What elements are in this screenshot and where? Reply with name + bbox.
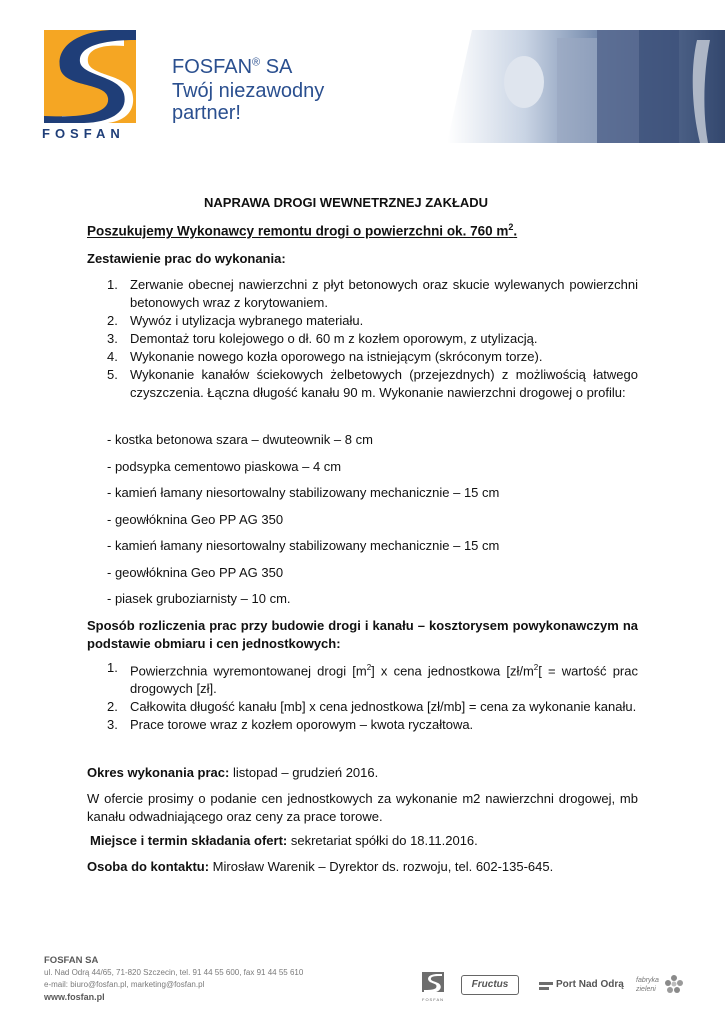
settlement-heading: Sposób rozliczenia prac przy budowie drogi i kanału – kosztorysem powykonawczym na podstawie obmiaru i cen jednostkowych: — [87, 618, 638, 651]
period-line: Okres wykonania prac: listopad – grudzień 2016. — [87, 765, 379, 780]
offer-paragraph: W ofercie prosimy o podanie cen jednostkowych za wykonanie m2 nawierzchni drogowej, mb kanału odwadniającego oraz ceny za prace torowe. — [87, 791, 638, 824]
material-item: - kamień łamany niesortowalny stabilizowany mechanicznie – 15 cm — [107, 538, 500, 553]
fructus-logo: Fructus — [461, 975, 519, 995]
list-item: 3. Demontaż toru kolejowego o dł. 60 m z kozłem oporowym, z utylizacją. — [107, 331, 538, 346]
tagline: Twój niezawodny partner! — [172, 80, 325, 124]
port-nad-odra-logo: Port Nad Odrą — [539, 978, 629, 994]
works-list — [107, 276, 638, 402]
fosfan-mini-icon — [422, 972, 444, 992]
footer-email: e-mail: biuro@fosfan.pl, marketing@fosfan.pl — [44, 980, 205, 989]
document-subtitle: Poszukujemy Wykonawcy remontu drogi o powierzchni ok. 760 $m^2$. — [87, 222, 518, 239]
material-item: - podsypka cementowo piaskowa – 4 cm — [107, 459, 342, 474]
footer-website: www.fosfan.pl — [44, 992, 105, 1002]
footer-address: ul. Nad Odrą 44/65, 71-820 Szczecin, tel. 91 44 55 600, fax 91 44 55 610 — [44, 968, 304, 977]
flower-icon — [664, 974, 684, 994]
list-item: 1. Powierzchnia wyremontowanej drogi $[m^2]$ x cena jednostkowa [$zł/m^2$[ = wartość prac drogowych [zł]. — [107, 660, 638, 697]
header-photo-image — [352, 30, 725, 143]
list-item: 4. Wykonanie nowego kozła oporowego na istniejącym (skróconym torze). — [107, 349, 543, 364]
material-item: - piasek gruboziarnisty – 10 cm. — [107, 591, 291, 606]
settlement-list — [107, 659, 638, 734]
contact-line: Osoba do kontaktu: Mirosław Warenik – Dyrektor ds. rozwoju, tel. 602-135-645. — [87, 859, 554, 874]
document-title: NAPRAWA DROGI WEWNETRZNEJ ZAKŁADU — [204, 195, 489, 210]
list-item: 2. Wywóz i utylizacja wybranego materiału. — [107, 313, 364, 328]
logo-wordmark: FOSFAN — [42, 126, 125, 141]
material-item: - kamień łamany niesortowalny stabilizowany mechanicznie – 15 cm — [107, 485, 500, 500]
material-item: - geowłóknina Geo PP AG 350 — [107, 512, 284, 527]
place-line: Miejsce i termin składania ofert: sekretariat spółki do 18.11.2016. — [90, 833, 478, 848]
list-item: 3. Prace torowe wraz z kozłem oporowym – kwota ryczałtowa. — [107, 717, 474, 733]
fabryka-zieleni-logo: fabryka zieleni — [636, 974, 686, 998]
works-heading: Zestawienie prac do wykonania: — [87, 251, 286, 266]
list-item: 2. Całkowita długość kanału [mb] x cena jednostkowa [zł/mb] = cena za wykonanie kanału. — [107, 699, 637, 715]
port-icon — [539, 980, 553, 992]
footer-company: FOSFAN SA — [44, 955, 99, 966]
fosfan-logo-icon — [44, 30, 136, 123]
material-item: - geowłóknina Geo PP AG 350 — [107, 565, 284, 580]
footer-fosfan-logo: FOSFAN — [422, 972, 444, 998]
material-item: - kostka betonowa szara – dwuteownik – 8 cm — [107, 432, 373, 447]
brand-name: FOSFAN® SA — [172, 56, 293, 78]
list-item: 5. Wykonanie kanałów ściekowych żelbetowych (przejezdnych) z możliwością łatwego czyszczenia. Łączna długość kanału 90 m. Wykonanie nawierzchni drogowej o profilu: — [107, 367, 638, 400]
list-item: 1. Zerwanie obecnej nawierzchni z płyt betonowych oraz skucie wylewanych powierzchni betonowych wraz z korytowaniem. — [107, 277, 638, 310]
